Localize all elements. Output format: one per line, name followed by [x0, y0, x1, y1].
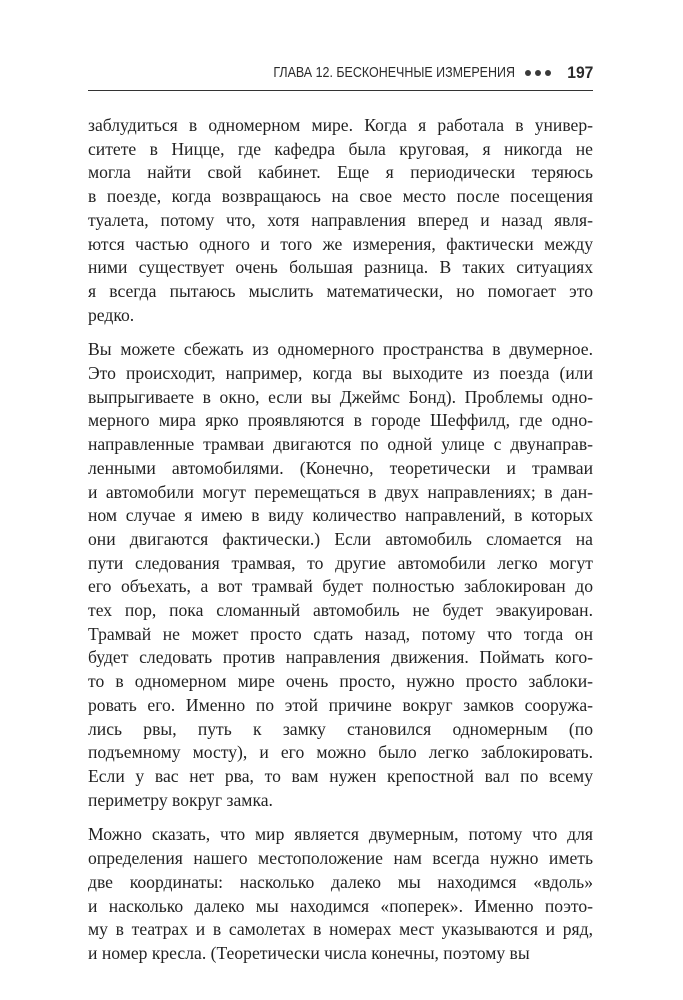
- text-line: Трамвай не может просто сдать назад, потому что тогда он: [88, 623, 593, 644]
- text-line: и насколько далеко мы находимся «поперек». Именно поэто-: [88, 895, 593, 916]
- text-line: определения нашего местоположение нам всегда нужно иметь: [88, 848, 593, 869]
- text-line: и номер кресла. (Теоретически числа конечны, поэтому вы: [88, 942, 530, 963]
- header-rule: [88, 90, 593, 91]
- text-line: пути следования трамвая, то другие автомобили легко могут: [88, 552, 593, 573]
- text-line: заблудиться в одномерном мире. Когда я работала в универ-: [88, 115, 593, 135]
- text-line: лись рвы, путь к замку становился одномерным (по: [88, 718, 593, 739]
- text-line: две координаты: насколько далеко мы находимся «вдоль»: [88, 871, 593, 892]
- text-line: Это происходит, например, когда вы выходите из поезда (или: [88, 363, 593, 384]
- text-line: выпрыгиваете в окно, если вы Джеймс Бонд). Проблемы одно-: [88, 386, 593, 407]
- text-line: туалета, потому что, хотя направления вперед и назад явля-: [88, 209, 593, 230]
- chapter-title: ГЛАВА 12. БЕСКОНЕЧНЫЕ ИЗМЕРЕНИЯ: [272, 65, 515, 81]
- text-line: ситете в Ницце, где кафедра была круговая, я никогда не: [88, 138, 593, 159]
- text-line: ются частью одного и того же измерения, фактически между: [88, 233, 593, 254]
- dot-icon: [545, 70, 551, 76]
- text-line: тех пор, пока сломанный автомобиль не будет эвакуирован.: [88, 600, 593, 621]
- text-line: ном случае я имею в виду количество направлений, в которых: [88, 505, 593, 526]
- dot-icon: [525, 70, 531, 76]
- text-line: Можно сказать, что мир является двумерным, потому что для: [88, 824, 593, 845]
- header-dots-ornament: [525, 70, 551, 76]
- text-line: будет следовать против направления движения. Поймать кого-: [88, 647, 593, 668]
- text-line: ними существует очень большая разница. В таких ситуациях: [88, 257, 593, 278]
- text-line: Если у вас нет рва, то вам нужен крепостной вал по всему: [88, 765, 593, 786]
- paragraph: [88, 823, 593, 965]
- text-line: му в театрах и в самолетах в номерах мест указываются и ряд,: [88, 919, 593, 940]
- paragraph: [88, 114, 593, 327]
- body-text: [88, 114, 593, 977]
- paragraph: [88, 338, 593, 812]
- text-line: могла найти свой кабинет. Еще я периодически теряюсь: [88, 162, 593, 183]
- text-line: они двигаются фактически.) Если автомобиль сломается на: [88, 528, 593, 549]
- dot-icon: [535, 70, 541, 76]
- text-line: и автомобили могут перемещаться в двух направлениях; в дан-: [88, 481, 593, 502]
- text-line: периметру вокруг замка.: [88, 789, 273, 810]
- text-line: то в одномерном мире очень просто, нужно просто заблоки-: [88, 671, 593, 692]
- text-line: редко.: [88, 304, 135, 325]
- text-line: направленные трамваи двигаются по одной улице с двунаправ-: [88, 434, 593, 455]
- running-header: [88, 58, 593, 88]
- text-line: подъемному мосту), и его можно было легко заблокировать.: [88, 742, 593, 763]
- text-line: его объехать, а вот трамвай будет полностью заблокирован до: [88, 576, 593, 597]
- page-number: 197: [566, 63, 593, 82]
- text-line: мерного мира ярко проявляются в городе Шеффилд, где одно-: [88, 410, 593, 431]
- text-line: Вы можете сбежать из одномерного пространства в двумерное.: [88, 339, 593, 360]
- text-line: ленными автомобилями. (Конечно, теоретически и трамваи: [88, 457, 593, 478]
- text-line: я всегда пытаюсь мыслить математически, но помогает это: [88, 280, 593, 301]
- text-line: в поезде, когда возвращаюсь на свое место после посещения: [88, 186, 593, 207]
- text-line: ровать его. Именно по этой причине вокруг замков сооружа-: [88, 694, 593, 715]
